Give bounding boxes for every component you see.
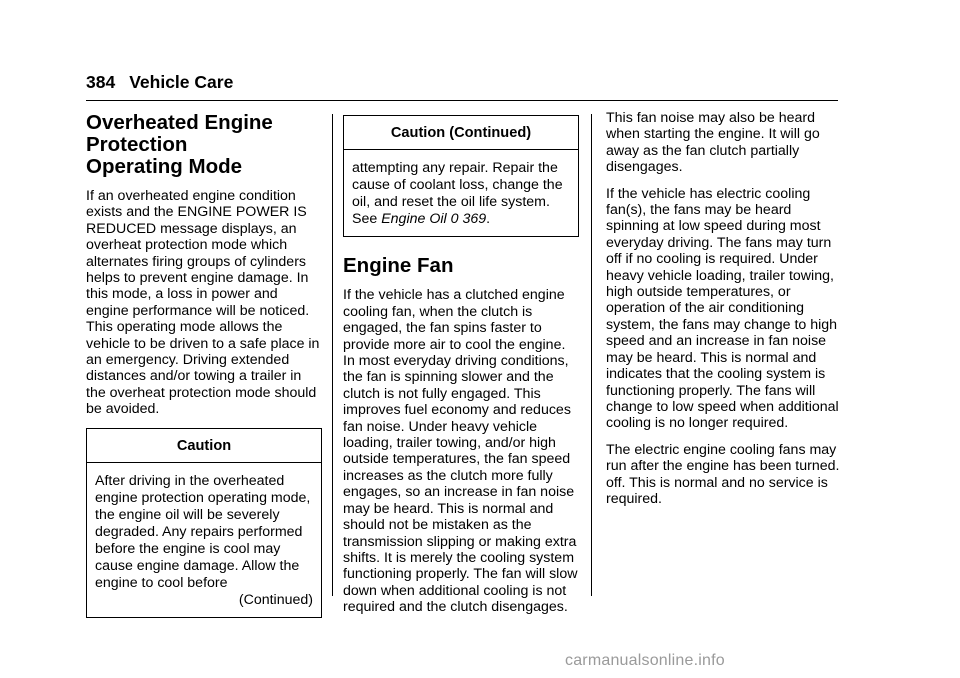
xref-text: Engine Oil: [381, 211, 447, 228]
caution-continued-box: [343, 115, 579, 237]
page-section-title: Vehicle Care: [129, 72, 234, 92]
caution-continued-heading: Caution (Continued): [344, 116, 578, 150]
section-title-engine-fan: Engine Fan: [343, 254, 454, 278]
header-rule: [86, 100, 838, 101]
section-title-line: Protection: [86, 133, 188, 156]
column-1: [86, 112, 322, 618]
caution-heading: Caution: [87, 429, 321, 463]
caution-continued-text: attempting any repair. Repair the cause of coolant loss, change the oil, and reset the oil life system. See: [352, 160, 563, 228]
watermark: carmanualsonline.info: [565, 652, 725, 669]
overheat-paragraph: If an overheated engine condition exists and the ENGINE POWER IS REDUCED message displays, an overheat protection mode which alternates firing groups of cylinders helps to prevent engine damage. In this mode, a loss in power and engine performance will be noticed. This operating mode allows the vehicle to be driven to a safe place in an emergency. Driving extended distances and/or towing a trailer in the overheat protection mode should be avoided.: [86, 188, 320, 418]
caution-continued-body: [344, 150, 578, 236]
continued-label: (Continued): [238, 592, 313, 609]
electric-fan-paragraph: If the vehicle has electric cooling fan(s), the fans may be heard spinning at low speed during most everyday driving. The fans may turn off if no cooling is required. Under heavy vehicle loading, trailer towing, high outside temperatures, or operation of the air conditioning system, the fans may change to high speed and an increase in fan noise may be heard. This is normal and indicates that the cooling system is functioning properly. The fans will change to low speed when additional cooling is no longer required.: [606, 185, 839, 432]
page-number: 384: [86, 72, 116, 92]
caution-continued-end: .: [486, 211, 491, 228]
caution-box: [86, 428, 322, 618]
engine-fan-paragraph: If the vehicle has a clutched engine cooling fan, when the clutch is engaged, the fan spins faster to provide more air to cool the engine. In most everyday driving conditions, the fan is spinning slower and the clutch is not fully engaged. This improves fuel economy and reduces fan noise. Under heavy vehicle loading, trailer towing, and/or high outside temperatures, the fan speed increases as the clutch more fully engages, so an increase in fan noise may be heard. This is normal and should not be mistaken as the transmission slipping or making extra shifts. It is merely the cooling system functioning properly. The fan will slow down when additional cooling is not required and the clutch disengages.: [343, 287, 578, 616]
xref-page: 369: [462, 211, 487, 228]
caution-text: After driving in the overheated engine protection operating mode, the engine oil will be severely degraded. Any repairs performed before the engine is cool may cause engine damage. Allow the engine to cool before: [95, 473, 311, 592]
section-title-line: Overheated Engine: [86, 111, 273, 134]
column-3: [606, 110, 842, 517]
fan-noise-paragraph: This fan noise may also be heard when starting the engine. It will go away as the fan clutch partially disengages.: [606, 110, 820, 176]
caution-body: [87, 463, 321, 617]
section-title-overheated: [86, 112, 322, 178]
page-ref-icon: 0: [450, 211, 459, 228]
page-header: [86, 72, 233, 93]
fan-run-after-paragraph: The electric engine cooling fans may run after the engine has been turned. off. This is normal and no service is required.: [606, 441, 840, 507]
column-divider-2: [591, 114, 592, 596]
column-divider-1: [332, 114, 333, 596]
section-title-line: Operating Mode: [86, 155, 243, 178]
engine-oil-link[interactable]: [381, 211, 486, 227]
column-2: [343, 113, 579, 626]
